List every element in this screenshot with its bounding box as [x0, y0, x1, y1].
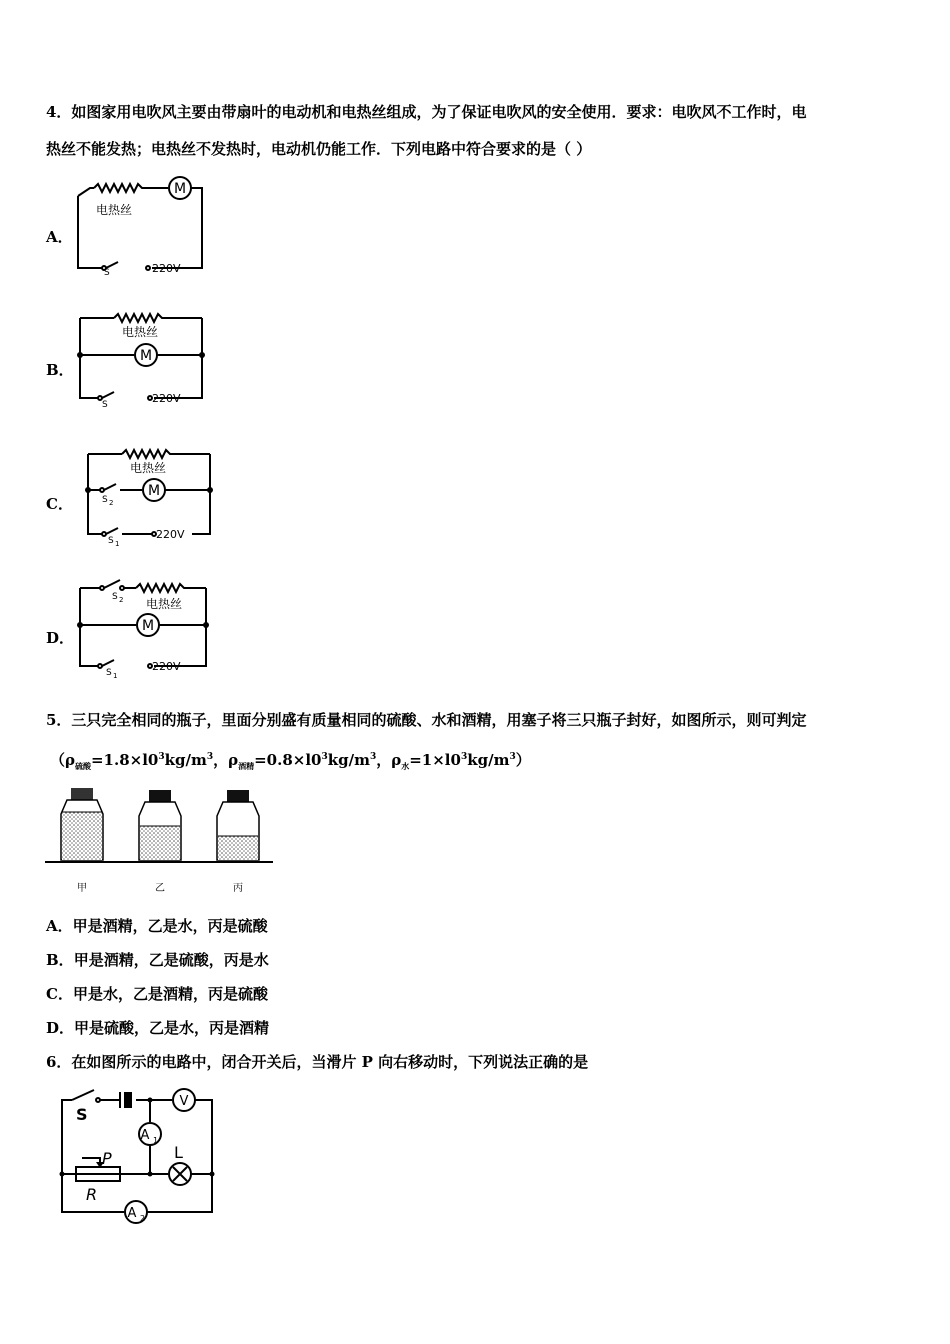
q4-stem-line1: 4．如图家用电吹风主要由带扇叶的电动机和电热丝组成，为了保证电吹风的安全使用．要求：电吹风不工作时，电 — [46, 103, 807, 121]
voltage-label: 220V — [152, 262, 181, 275]
q6-stem: 6．在如图所示的电路中，闭合开关后，当滑片 P 向右移动时，下列说法正确的是 — [46, 1053, 589, 1071]
switch2-sub: 2 — [119, 596, 124, 604]
heater-label: 电热丝 — [130, 461, 167, 475]
bottle-yi — [139, 790, 181, 860]
bottle-label-yi: 乙 — [155, 883, 165, 894]
voltmeter-label: V — [179, 1094, 189, 1109]
voltage-label: 220V — [156, 528, 185, 541]
switch-label: S — [102, 400, 108, 408]
motor-label: M — [139, 348, 153, 364]
heater-label: 电热丝 — [96, 203, 133, 217]
q5-density-line: （$\rho_{硫酸}=1.8\times l0^3kg/m^3$，$\rho_{酒精}=0.8\times l0^3kg/m^3$，$\rho_水=1\times l0^3kg/m^3$） — [50, 751, 531, 771]
q4-option-b-letter[interactable]: B． — [46, 361, 74, 379]
q5-stem-line1: 5．三只完全相同的瓶子，里面分别盛有质量相同的硫酸、水和酒精，用塞子将三只瓶子封好，如图所示，则可判定 — [46, 711, 807, 729]
switch-label: S — [104, 268, 110, 276]
bottle-jia — [61, 788, 103, 860]
bottle-bing — [217, 790, 259, 860]
switch2-label: S — [102, 495, 108, 505]
bottle-label-jia: 甲 — [77, 883, 87, 894]
q5-option-b[interactable]: B．甲是酒精，乙是硫酸，丙是水 — [46, 951, 269, 969]
circuit-diagram-q6 — [52, 1082, 222, 1228]
switch1-sub: 1 — [115, 540, 120, 546]
bottles-figure — [45, 784, 273, 898]
q4-stem-line2: 热丝不能发热；电热丝不发热时，电动机仍能工作．下列电路中符合要求的是（ ） — [46, 140, 592, 158]
ammeter1-sub: 1 — [153, 1136, 159, 1145]
ammeter2-sub: 2 — [140, 1214, 146, 1223]
ammeter2-label: A — [127, 1206, 137, 1221]
q5-option-a[interactable]: A．甲是酒精，乙是水，丙是硫酸 — [46, 917, 268, 935]
bottle-label-bing: 丙 — [233, 883, 243, 894]
circuit-diagram-a — [70, 172, 210, 276]
q5-option-d[interactable]: D．甲是硫酸，乙是水，丙是酒精 — [46, 1019, 270, 1037]
ammeter1-label: A — [140, 1128, 150, 1143]
circuit-diagram-b — [72, 308, 212, 408]
motor-label: M — [173, 181, 187, 197]
voltage-label: 220V — [152, 392, 181, 405]
heater-label: 电热丝 — [122, 325, 159, 339]
switch-label: S — [76, 1105, 88, 1124]
heater-label: 电热丝 — [146, 597, 183, 611]
resistor-label: R — [86, 1185, 98, 1204]
q4-option-c-letter[interactable]: C． — [46, 495, 73, 513]
motor-label: M — [141, 618, 155, 634]
q5-option-c[interactable]: C．甲是水，乙是酒精，丙是硫酸 — [46, 985, 268, 1003]
motor-label: M — [147, 483, 161, 499]
circuit-diagram-c — [80, 442, 220, 546]
switch1-label: S — [108, 536, 114, 546]
q4-option-d-letter[interactable]: D． — [46, 629, 75, 647]
voltage-label: 220V — [152, 660, 181, 673]
circuit-diagram-d — [72, 576, 212, 680]
switch1-label: S — [106, 668, 112, 678]
switch2-label: S — [112, 592, 118, 602]
q4-option-a-letter[interactable]: A． — [46, 228, 73, 246]
switch1-sub: 1 — [113, 672, 118, 680]
lamp-label: L — [174, 1143, 183, 1162]
switch2-sub: 2 — [109, 499, 114, 507]
slider-label: P — [102, 1149, 112, 1168]
